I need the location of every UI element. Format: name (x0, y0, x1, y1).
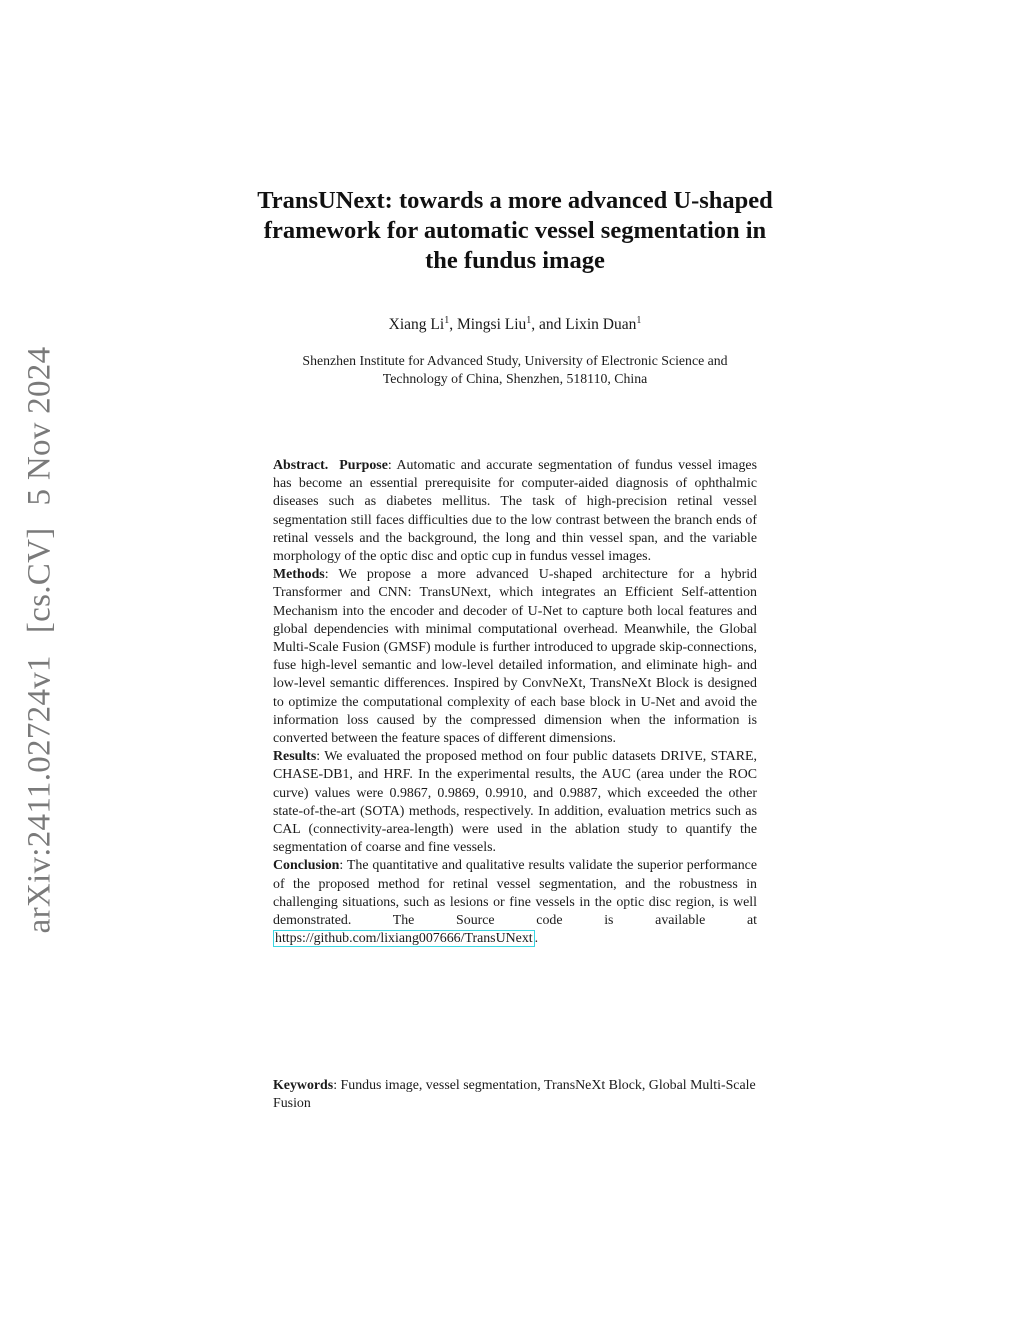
keywords-text: : Fundus image, vessel segmentation, TransNeXt Block, Global Multi-Scale Fusion (273, 1078, 756, 1112)
abstract-results (273, 748, 757, 857)
author-1-affil-mark: 1 (444, 314, 450, 326)
author-1: Xiang Li (388, 316, 445, 333)
purpose-label: Purpose (339, 458, 388, 473)
keywords-label: Keywords (273, 1078, 334, 1093)
keywords (273, 1077, 757, 1113)
author-separator: , (449, 316, 457, 333)
arxiv-category: [cs.CV] (21, 527, 58, 634)
title-line-1: TransUNext: towards a more advanced U-shaped (257, 187, 773, 214)
affiliation (200, 352, 830, 388)
methods-label: Methods (273, 567, 325, 583)
abstract-conclusion (273, 857, 757, 948)
author-separator-and: , and (531, 316, 566, 333)
purpose-text: : Automatic and accurate segmentation of fundus vessel images has become an essential prerequisite for computer-aided diagnosis of ophthalmic diseases such as diabetes mellitus. The task of high-precision retinal vessel segmentation still faces difficulties due to the low contrast between the branch ends of retinal vessels and the background, the long and thin vessel span, and the variable morphology of the optic disc and optic cup in fundus vessel images. (273, 458, 757, 565)
abstract (273, 457, 757, 948)
methods-text: : We propose a more advanced U-shaped architecture for a hybrid Transformer and CNN: TransUNext, which integrates an Efficient Self-attention Mechanism into the encoder and decoder of U-Net to capture both local features and global dependencies with minimal computational overhead. Meanwhile, the Global Multi-Scale Fusion (GMSF) module is further introduced to upgrade skip-connections, fuse high-level semantic and low-level detailed information, and eliminate high- and low-level semantic differences. Inspired by ConvNeXt, TransNeXt Block is designed to optimize the computational complexity of each base block in U-Net and avoid the information loss caused by the compressed dimension when the information is converted between the feature spaces of different dimensions. (273, 567, 757, 747)
paper-title (200, 186, 830, 276)
affiliation-line-1: Shenzhen Institute for Advanced Study, University of Electronic Science and (302, 353, 728, 368)
arxiv-date: 5 Nov 2024 (21, 346, 58, 506)
arxiv-side-stamp (22, 347, 59, 934)
author-list (200, 316, 830, 334)
author-2-affil-mark: 1 (526, 314, 532, 326)
arxiv-id: arXiv:2411.02724v1 (21, 655, 58, 934)
results-text: : We evaluated the proposed method on four public datasets DRIVE, STARE, CHASE-DB1, and HRF. In the experimental results, the AUC (area under the ROC curve) values were 0.9867, 0.9869, 0.9910, and 0.9887, which exceeded the other state-of-the-art (SOTA) methods, respectively. In addition, evaluation metrics such as CAL (connectivity-area-length) were used in the ablation study to quantify the segmentation of coarse and fine vessels. (273, 749, 757, 856)
author-2: Mingsi Liu (456, 316, 527, 333)
source-code-link[interactable]: https://github.com/lixiang007666/TransUNext (275, 931, 533, 947)
author-3: Lixin Duan (565, 316, 637, 333)
title-line-3: the fundus image (425, 247, 605, 274)
affiliation-line-2: Technology of China, Shenzhen, 518110, China (382, 371, 648, 386)
conclusion-end: . (534, 931, 539, 947)
abstract-label: Abstract. (273, 458, 329, 473)
conclusion-text: : The quantitative and qualitative results validate the superior performance of the proposed method for retinal vessel segmentation, and the robustness in challenging situations, such as lesions or fine vessels in the optic disc region, is well demonstrated. The Source code is available at (273, 858, 757, 929)
abstract-purpose (273, 457, 757, 566)
abstract-methods (273, 566, 757, 748)
title-line-2: framework for automatic vessel segmentation in (263, 217, 767, 244)
conclusion-label: Conclusion (273, 858, 340, 874)
author-3-affil-mark: 1 (636, 314, 642, 326)
results-label: Results (273, 749, 317, 765)
